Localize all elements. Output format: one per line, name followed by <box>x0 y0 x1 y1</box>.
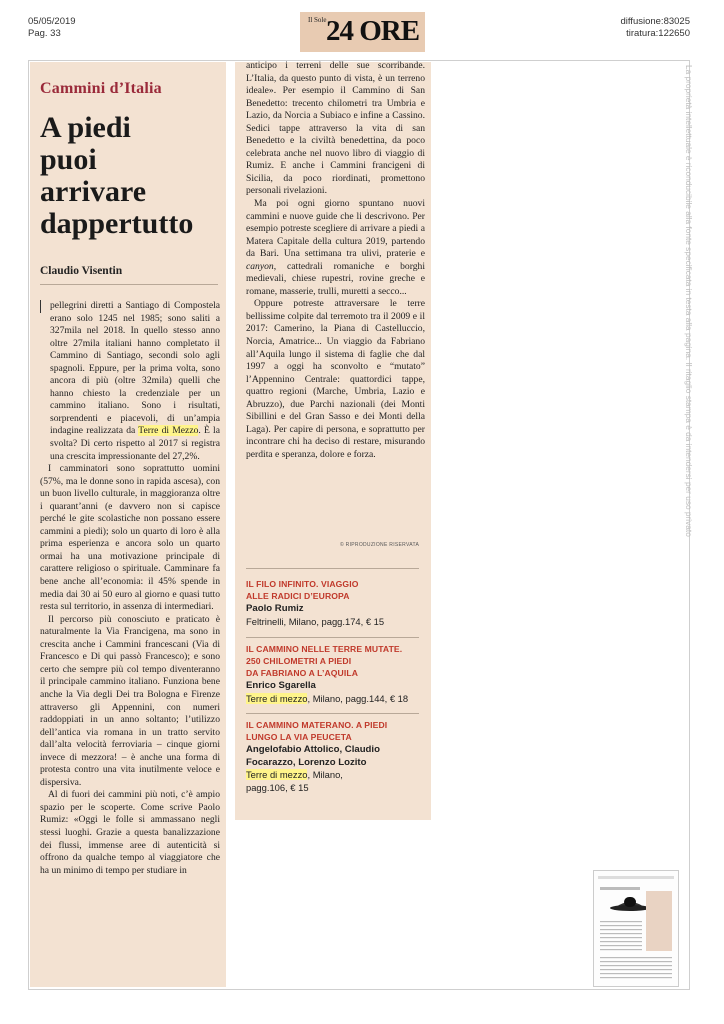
thumbnail-image <box>594 871 678 986</box>
article-kicker: Cammini d’Italia <box>40 80 162 97</box>
book-author: Enrico Sgarella <box>246 680 316 691</box>
header-page: Pag. 33 <box>28 28 61 39</box>
book-title: IL CAMMINO MATERANO. A PIEDI LUNGO LA VIA PEUCETA <box>246 720 388 742</box>
highlight-terre-di-mezzo: Terre di mezzo <box>246 769 308 780</box>
paragraph: Il percorso più conosciuto e praticato è naturalmente la Via Francigena, ma sono in crescita anche i Cammini francescani (Via di Francesco e Di qui passò Francesco); e sono certo che sempre più col tempo diventeranno il principale cammino italiano. Funziona bene anche la Via degli Dei tra Bologna e Firenze attraverso gli Appennini, con numeri raddoppiati in un anno soltanto; l’utilizzo dell’antica via romana in un tratto servito dall’alta velocità ferroviaria – cinque giorni invece di mezzora! – è anche una forma di protesta contro una vita inutilmente veloce e dispersiva. <box>40 613 220 788</box>
paragraph: pellegrini diretti a Santiago di Compostela erano solo 1245 nel 1985; sono saliti a 327mila nel 2018. In quello stesso anno oltre 27mila italiani hanno completato il Cammino di Santiago, secondi solo agli spagnoli. Eppure, per la prima volta, sono ancora di più (oltre 32mila) quelli che hanno chiesto la credenziale per un cammino italiano. Sono i risultati, sorprendenti e piacevoli, di un’ampia indagine realizzata da Terre di Mezzo. È la svolta? Di certo rispetto al 2017 si registra una crescita impressionante del 27,2%. <box>50 300 220 462</box>
page-thumbnail <box>593 870 679 987</box>
byline-divider <box>40 284 218 285</box>
highlight-terre-di-mezzo: Terre di Mezzo <box>138 425 199 437</box>
article-title <box>40 112 220 240</box>
book-publisher: Terre di mezzo, Milano, pagg.144, € 18 <box>246 692 409 704</box>
header-diffusione: diffusione:83025 <box>620 16 690 27</box>
book-title: IL CAMMINO NELLE TERRE MUTATE. 250 CHILOMETRI A PIEDI DA FABRIANO A L’AQUILA <box>246 644 403 678</box>
drop-marker <box>40 300 41 313</box>
book-item <box>246 643 424 705</box>
book-item <box>246 578 424 628</box>
book-author: Angelofabio Attolico, Claudio Focarazzo, Lorenzo Lozito <box>246 744 380 768</box>
header-tiratura: tiratura:122650 <box>626 28 690 39</box>
book-divider <box>246 713 419 714</box>
reproduction-notice: © RIPRODUZIONE RISERVATA <box>340 542 420 548</box>
book-item <box>246 719 424 794</box>
title-line: dappertutto <box>40 207 194 240</box>
article-byline: Claudio Visentin <box>40 265 123 277</box>
newspaper-logo <box>300 12 425 52</box>
book-author: Paolo Rumiz <box>246 603 304 614</box>
book-publisher: Feltrinelli, Milano, pagg.174, € 15 <box>246 615 385 627</box>
italic-word: canyon <box>246 260 274 272</box>
header-date: 05/05/2019 <box>28 16 76 27</box>
side-note-text: La proprietà intellettuale è riconducibile alla fonte specificata in testa alla pagina. Il ritaglio stampa è da intendersi per uso privato <box>684 65 694 537</box>
book-publisher: Terre di mezzo, Milano, pagg.106, € 15 <box>246 769 343 793</box>
paragraph: Oppure potreste attraversare le terre bellissime colpite dal terremoto tra il 2009 e il 2017: Camerino, la Piana di Castelluccio, Norcia, Amatrice... Un viaggio da Fabriano all’Aquila lungo il sistema di faglie che dal 1997 a oggi ha sconvolto e “mutato” l’Appennino Centrale: quattordici tappe, quattro regioni (Marche, Umbria, Lazio e Abruzzo), due Parchi nazionali (dei Monti Sibillini e del Gran Sasso e dei Monti della Laga). Per capire di persona, e soprattutto per incontrare chi ha deciso di restare, misurando perdita e speranza, dolore e forza. <box>246 298 425 460</box>
title-line: arrivare <box>40 175 147 208</box>
paragraph: anticipo i terreni delle sue scorribande. L’Italia, da questo punto di vista, è un terreno ideale». Per esempio il Cammino di San Benedetto: trecento chilometri tra Umbria e Lazio, da Norcia a Subiaco e infine a Cassino. Sedici tappe attraverso la vita di san Benedetto e la civiltà benedettina, da poco celebrata anche nel nuovo libro di viaggio di Rumiz. E anche i Cammini francigeni di Sicilia, da poco riordinati, promettono personali rivelazioni. <box>246 60 425 197</box>
logo-big-text: 24 ORE <box>326 15 420 47</box>
title-line: A piedi <box>40 111 131 144</box>
book-divider <box>246 637 419 638</box>
article-column-1 <box>40 300 220 877</box>
article-column-2 <box>246 60 425 462</box>
title-line: puoi <box>40 143 97 176</box>
paragraph: I camminatori sono soprattutto uomini (57%, ma le donne sono in rapida ascesa), con un buon livello culturale, in maggioranza oltre i quarant’anni (e davvero non si capisce perché le gite scolastiche non possano essere cammini a piedi); solo un quarto di loro è alla prima esperienza e ancora solo un quarto ormai ha una motivazione principale di carattere religioso o spirituale. Camminare fa bene anche all’economia: il 45% spende in media dai 30 ai 50 euro al giorno e quasi tutto resta sul territorio, in assenza di intermediari. <box>40 463 220 613</box>
paragraph: Al di fuori dei cammini più noti, c’è ampio spazio per le scoperte. Come scrive Paolo Rumiz: «Oggi le folle si ammassano negli stessi luoghi. Grazie a questa banalizzazione dei flussi, immense aree di autenticità si offrono da qualche tempo al viaggiatore che ha un minimo di tempo per studiare in <box>40 789 220 876</box>
logo-small-text: Il Sole <box>308 16 327 24</box>
copyright-side-note <box>685 65 703 625</box>
book-title: IL FILO INFINITO. VIAGGIO ALLE RADICI D’EUROPA <box>246 579 359 601</box>
highlight-terre-di-mezzo: Terre di mezzo <box>246 692 308 704</box>
paragraph: Ma poi ogni giorno spuntano nuovi cammini e nuove guide che li descrivono. Per esempio potreste scegliere di arrivare a piedi a Matera Capitale della cultura 2019, partendo da Bari. Una settimana tra ulivi, praterie e canyon, cattedrali romaniche e borghi medievali, chiese rupestri, rovine greche e romane, masserie, trulli, muretti a secco... <box>246 198 425 297</box>
book-divider <box>246 568 419 569</box>
